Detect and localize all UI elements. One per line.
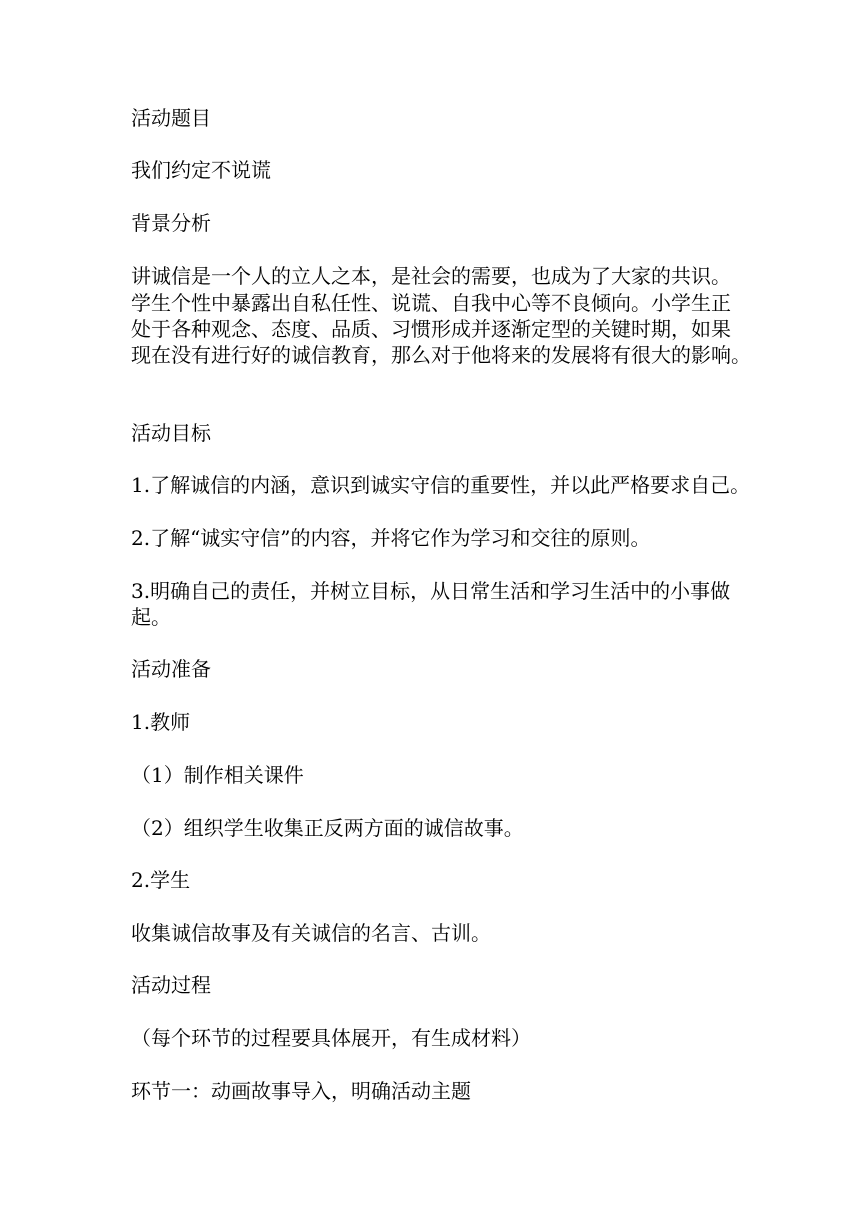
heading-activity-preparation: 活动准备 bbox=[131, 657, 211, 681]
heading-background-analysis: 背景分析 bbox=[131, 211, 211, 235]
prep-teacher-item-1: （1）制作相关课件 bbox=[131, 763, 304, 787]
background-line: 学生个性中暴露出自私任性、说谎、自我中心等不良倾向。小学生正 bbox=[131, 291, 731, 315]
goal-item-3-line: 起。 bbox=[131, 605, 171, 629]
background-line: 处于各种观念、态度、品质、习惯形成并逐渐定型的关键时期，如果 bbox=[131, 317, 731, 341]
prep-teacher-item-2: （2）组织学生收集正反两方面的诚信故事。 bbox=[131, 816, 524, 840]
goal-item-3-line: 3.明确自己的责任，并树立目标，从日常生活和学习生活中的小事做 bbox=[131, 579, 731, 603]
background-line: 现在没有进行好的诚信教育，那么对于他将来的发展将有很大的影响。 bbox=[131, 343, 751, 367]
prep-teacher-heading: 1.教师 bbox=[131, 710, 191, 734]
heading-activity-goals: 活动目标 bbox=[131, 421, 211, 445]
heading-activity-topic: 活动题目 bbox=[131, 106, 211, 130]
process-note: （每个环节的过程要具体展开，有生成材料） bbox=[131, 1026, 531, 1050]
prep-student-heading: 2.学生 bbox=[131, 868, 191, 892]
goal-item-1: 1.了解诚信的内涵，意识到诚实守信的重要性，并以此严格要求自己。 bbox=[131, 473, 751, 497]
activity-topic-text: 我们约定不说谎 bbox=[131, 158, 271, 182]
process-step-1: 环节一：动画故事导入，明确活动主题 bbox=[131, 1079, 471, 1103]
prep-student-text: 收集诚信故事及有关诚信的名言、古训。 bbox=[131, 921, 491, 945]
background-line: 讲诚信是一个人的立人之本，是社会的需要，也成为了大家的共识。 bbox=[131, 264, 731, 288]
goal-item-2: 2.了解“诚实守信”的内容，并将它作为学习和交往的原则。 bbox=[131, 526, 651, 550]
heading-activity-process: 活动过程 bbox=[131, 973, 211, 997]
